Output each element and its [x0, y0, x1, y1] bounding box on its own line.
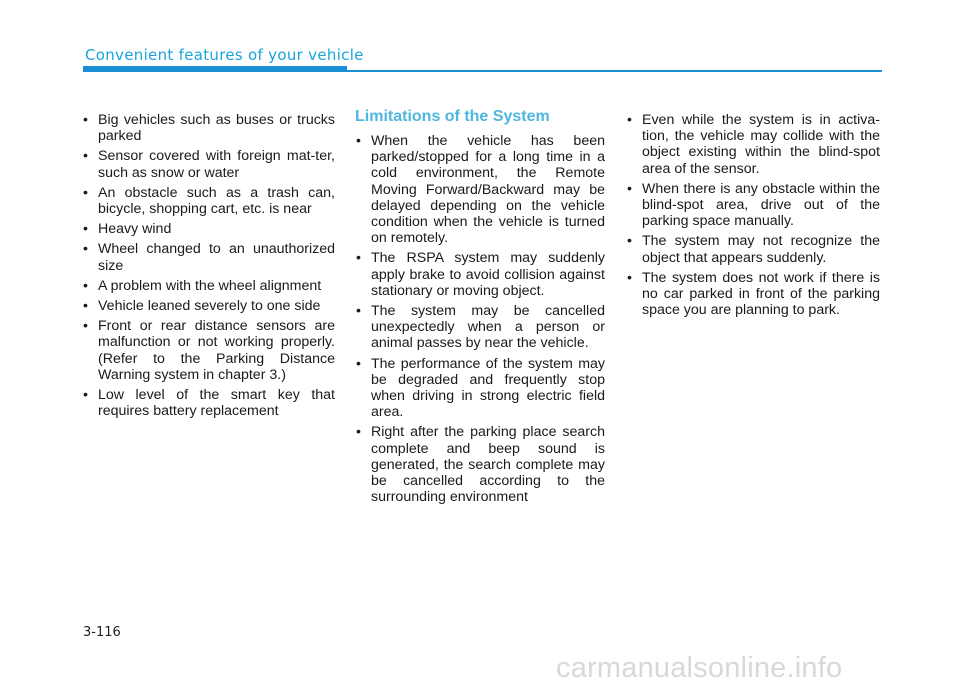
list-item: • An obstacle such as a trash can, bicycle, shopping cart, etc. is near	[82, 185, 335, 217]
column-left	[82, 112, 335, 423]
list-item: • Heavy wind	[82, 221, 335, 237]
list-item: • Even while the system is in activa-tion, the vehicle may collide with the object existing within the blind-spot area of the sensor.	[626, 112, 880, 177]
column-middle	[355, 108, 605, 509]
list-item: • Front or rear distance sensors are malfunction or not working properly. (Refer to the Parking Distance Warning system in chapter 3.)	[82, 318, 335, 383]
section-title: Limitations of the System	[355, 108, 550, 125]
list-item: • The RSPA system may suddenly apply brake to avoid collision against stationary or moving object.	[355, 250, 605, 299]
watermark: carmanualsonline.info	[556, 652, 843, 684]
list-item: • The system does not work if there is no car parked in front of the parking space you are planning to park.	[626, 270, 880, 319]
limitations-list-continued	[626, 112, 880, 318]
conditions-list	[82, 112, 335, 419]
page-number: 3-116	[83, 625, 121, 640]
list-item: • The performance of the system may be degraded and frequently stop when driving in strong electric field area.	[355, 356, 605, 421]
list-item: • When the vehicle has been parked/stopped for a long time in a cold environment, the Remote Moving Forward/Backward may be delayed depending on the vehicle condition when the vehicle is turned on remotely.	[355, 133, 605, 246]
list-item: • Vehicle leaned severely to one side	[82, 298, 335, 314]
header-accent-bar	[83, 66, 347, 72]
list-item: • Sensor covered with foreign mat-ter, such as snow or water	[82, 148, 335, 180]
list-item: • Right after the parking place search complete and beep sound is generated, the search complete may be cancelled according to the surrounding environment	[355, 424, 605, 505]
list-item: • Wheel changed to an unauthorized size	[82, 241, 335, 273]
list-item: • Low level of the smart key that requires battery replacement	[82, 387, 335, 419]
header-rule-line	[347, 70, 882, 72]
list-item: • A problem with the wheel alignment	[82, 278, 335, 294]
column-right	[626, 112, 880, 322]
limitations-list	[355, 133, 605, 505]
list-item: • Big vehicles such as buses or trucks parked	[82, 112, 335, 144]
chapter-header-title: Convenient features of your vehicle	[85, 46, 364, 64]
list-item: • When there is any obstacle within the blind-spot area, drive out of the parking space manually.	[626, 181, 880, 230]
list-item: • The system may be cancelled unexpectedly when a person or animal passes by near the vehicle.	[355, 303, 605, 352]
list-item: • The system may not recognize the object that appears suddenly.	[626, 233, 880, 265]
